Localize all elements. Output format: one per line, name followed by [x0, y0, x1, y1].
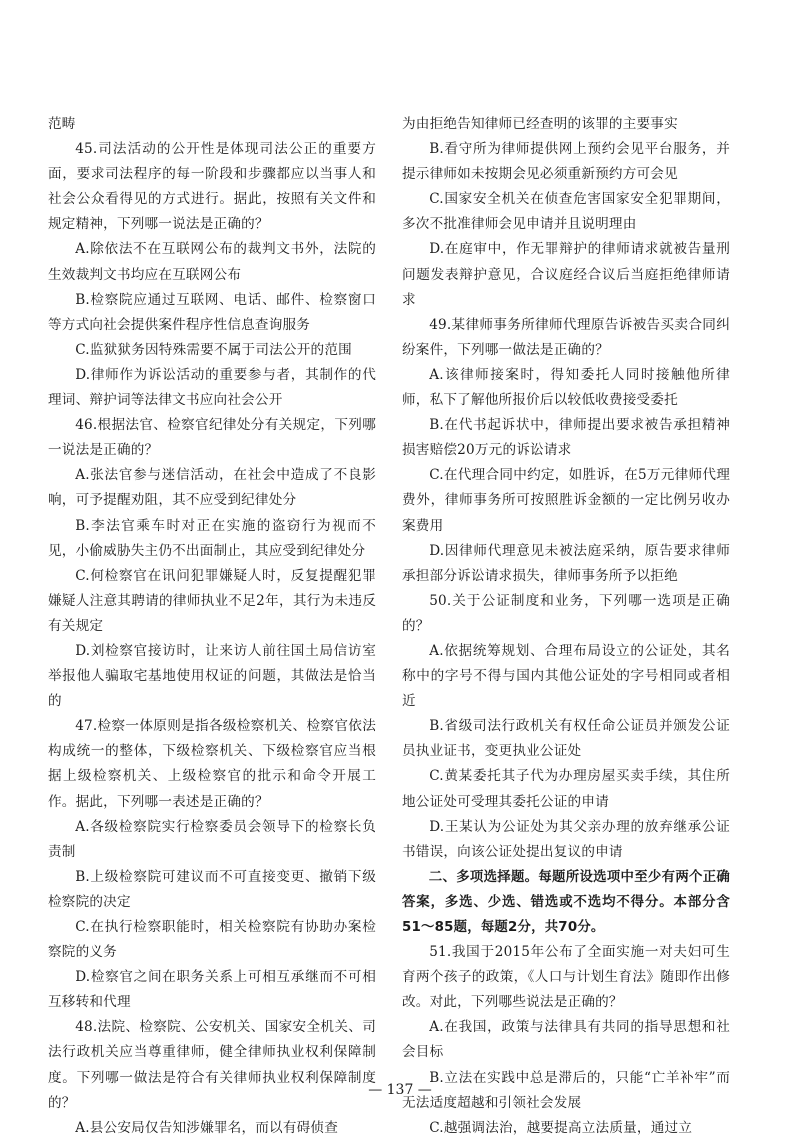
right-paragraph: 49.某律师事务所律师代理原告诉被告买卖合同纠纷案件，下列哪一做法是正确的？: [402, 316, 730, 358]
right-paragraph: A.依据统筹规划、合理布局设立的公证处，其名称中的字号不得与国内其他公证处的字号相同或者相近: [402, 642, 730, 710]
right-paragraph: B.看守所为律师提供网上预约会见平台服务，并提示律师如未按期会见必须重新预约方可会见: [402, 141, 730, 183]
left-paragraph: A.各级检察院实行检察委员会领导下的检察长负责制: [48, 818, 376, 860]
left-paragraph: A.除依法不在互联网公布的裁判文书外，法院的生效裁判文书均应在互联网公布: [48, 241, 376, 283]
left-paragraph: D.刘检察官接访时，让来访人前往国土局信访室举报他人骗取宅基地使用权证的问题，其做法是恰当的: [48, 642, 376, 710]
right-paragraph: C.越强调法治，越要提高立法质量，通过立: [429, 1119, 693, 1136]
left-paragraph: 范畴: [48, 116, 76, 132]
right-paragraph: D.在庭审中，作无罪辩护的律师请求就被告量刑问题发表辩护意见，合议庭经合议后当庭拒绝律师请求: [402, 241, 730, 308]
left-paragraph: D.检察官之间在职务关系上可相互承继而不可相互移转和代理: [48, 969, 376, 1011]
left-paragraph: 48.法院、检察院、公安机关、国家安全机关、司法行政机关应当尊重律师，健全律师执业权利保障制度。下列哪一做法是符合有关律师执业权利保障制度的？: [48, 1019, 376, 1111]
left-paragraph: 47.检察一体原则是指各级检察机关、检察官依法构成统一的整体，下级检察机关、下级检察官应当根据上级检察机关、上级检察官的批示和命令开展工作。据此，下列哪一表述是正确的？: [48, 718, 376, 810]
left-paragraph: C.在执行检察职能时，相关检察院有协助办案检察院的义务: [48, 919, 376, 961]
right-paragraph: C.黄某委托其子代为办理房屋买卖手续，其住所地公证处可受理其委托公证的申请: [402, 768, 730, 810]
right-paragraph: A.该律师接案时，得知委托人同时接触他所律师，私下了解他所报价后以较低收费接受委托: [402, 366, 730, 409]
right-paragraph: B.在代书起诉状中，律师提出要求被告承担精神损害赔偿20万元的诉讼请求: [402, 417, 730, 459]
right-paragraph: D.因律师代理意见未被法庭采纳，原告要求律师承担部分诉讼请求损失，律师事务所予以拒绝: [402, 542, 730, 584]
left-paragraph: A.县公安局仅告知涉嫌罪名，而以有碍侦查: [75, 1119, 339, 1136]
page-number: — 137 —: [368, 1082, 432, 1098]
left-paragraph: 46.根据法官、检察官纪律处分有关规定，下列哪一说法是正确的？: [48, 417, 376, 459]
left-column: [48, 112, 376, 1141]
left-paragraph: C.监狱狱务因特殊需要不属于司法公开的范围: [75, 341, 352, 358]
right-paragraph: C.在代理合同中约定，如胜诉，在5万元律师代理费外，律师事务所可按照胜诉金额的一定比例另收办案费用: [402, 467, 730, 534]
left-paragraph: 45.司法活动的公开性是体现司法公正的重要方面，要求司法程序的每一阶段和步骤都应以当事人和社会公众看得见的方式进行。据此，按照有关文件和规定精神，下列哪一说法是正确的？: [48, 141, 376, 233]
right-paragraph: 50.关于公证制度和业务，下列哪一选项是正确的？: [402, 592, 730, 634]
left-paragraph: B.李法官乘车时对正在实施的盗窃行为视而不见，小偷威胁失主仍不出面制止，其应受到纪律处分: [48, 517, 376, 559]
right-paragraph: A.在我国，政策与法律具有共同的指导思想和社会目标: [402, 1019, 730, 1061]
right-column: [402, 112, 730, 1141]
left-paragraph: C.何检察官在讯问犯罪嫌疑人时，反复提醒犯罪嫌疑人注意其聘请的律师执业不足2年，其行为未违反有关规定: [48, 567, 376, 634]
left-paragraph: B.上级检察院可建议而不可直接变更、撤销下级检察院的决定: [48, 868, 376, 910]
right-paragraph: B.立法在实践中总是滞后的，只能“亡羊补牢”而无法适度超越和引领社会发展: [402, 1069, 730, 1111]
right-paragraph: 二、多项选择题。每题所设选项中至少有两个正确答案，多选、少选、错选或不选均不得分。本部分含51～85题，每题2分，共70分。: [402, 869, 730, 935]
right-paragraph: B.省级司法行政机关有权任命公证员并颁发公证员执业证书，变更执业公证处: [402, 718, 730, 760]
right-paragraph: C.国家安全机关在侦查危害国家安全犯罪期间，多次不批准律师会见申请并且说明理由: [402, 191, 730, 233]
right-paragraph: 为由拒绝告知律师已经查明的该罪的主要事实: [402, 116, 678, 132]
left-paragraph: D.律师作为诉讼活动的重要参与者，其制作的代理词、辩护词等法律文书应向社会公开: [48, 366, 376, 409]
left-paragraph: A.张法官参与迷信活动，在社会中造成了不良影响，可予提醒劝阻，其不应受到纪律处分: [48, 467, 376, 509]
left-paragraph: B.检察院应通过互联网、电话、邮件、检察窗口等方式向社会提供案件程序性信息查询服务: [48, 291, 376, 333]
right-paragraph: D.王某认为公证处为其父亲办理的放弃继承公证书错误，向该公证处提出复议的申请: [402, 818, 730, 860]
right-paragraph: 51.我国于2015年公布了全面实施一对夫妇可生育两个孩子的政策，《人口与计划生育法》随即作出修改。对此，下列哪些说法是正确的？: [402, 944, 730, 1011]
